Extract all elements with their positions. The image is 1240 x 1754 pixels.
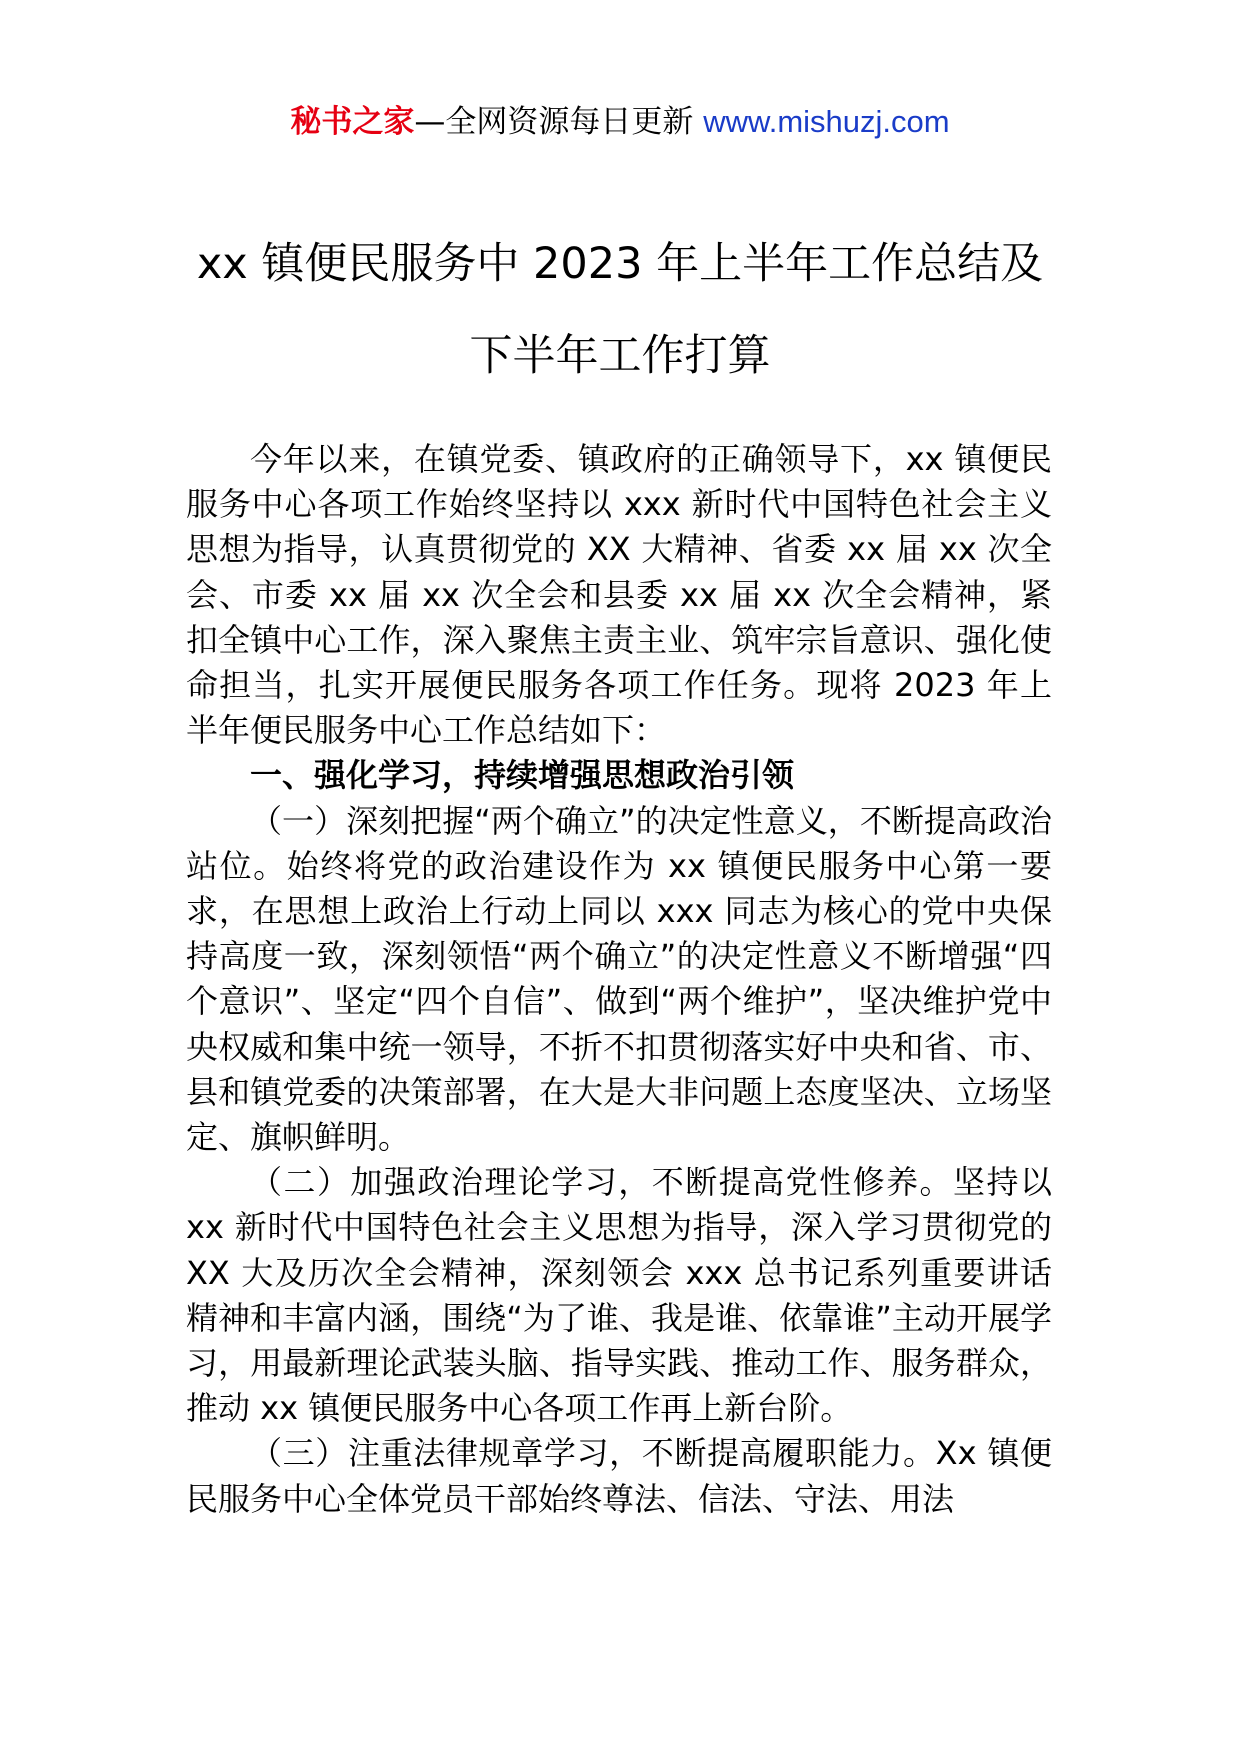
site-banner — [0, 100, 1240, 144]
intro-paragraph: 今年以来，在镇党委、镇政府的正确领导下，xx 镇便民服务中心各项工作始终坚持以 xxx 新时代中国特色社会主义思想为指导，认真贯彻党的 XX 大精神、省委 xx 届 xx 次全会、市委 xx 届 xx 次全会和县委 xx 届 xx 次全会精神，紧扣全镇中心工作，深入聚焦主责主业、筑牢宗旨意识、强化使命担当，扎实开展便民服务各项工作任务。现将 2023 年上半年便民服务中心工作总结如下： — [186, 440, 1052, 750]
banner-brand: 秘书之家 — [290, 104, 415, 140]
paragraph-1-2: （二）加强政治理论学习，不断提高党性修养。坚持以 xx 新时代中国特色社会主义思想为指导，深入学习贯彻党的 XX 大及历次全会精神，深刻领会 xxx 总书记系列重要讲话精神和丰富内涵，围绕“为了谁、我是谁、依靠谁”主动开展学习，用最新理论武装头脑、指导实践、推动工作、服务群众，推动 xx 镇便民服务中心各项工作再上新台阶。 — [186, 1163, 1052, 1428]
paragraph-1-3: （三）注重法律规章学习，不断提高履职能力。Xx 镇便民服务中心全体党员干部始终尊法、信法、守法、用法 — [186, 1434, 1052, 1518]
document-title-line-1: xx 镇便民服务中 2023 年上半年工作总结及 — [196, 239, 1044, 289]
banner-url: www.mishuzj.com — [703, 104, 950, 139]
section-heading-1: 一、强化学习，持续增强思想政治引领 — [250, 756, 795, 795]
paragraph-1-1: （一）深刻把握“两个确立”的决定性意义，不断提高政治站位。始终将党的政治建设作为 xx 镇便民服务中心第一要求，在思想上政治上行动上同以 xxx 同志为核心的党中央保持高度一致，深刻领悟“两个确立”的决定性意义不断增强“四个意识”、坚定“四个自信”、做到“两个维护”，坚决维护党中央权威和集中统一领导，不折不扣贯彻落实好中央和省、市、县和镇党委的决策部署，在大是大非问题上态度坚决、立场坚定、旗帜鲜明。 — [186, 801, 1052, 1157]
document-title-line-2: 下半年工作打算 — [469, 331, 771, 381]
document-body — [186, 437, 1052, 1522]
banner-tagline: —全网资源每日更新 — [414, 104, 704, 140]
